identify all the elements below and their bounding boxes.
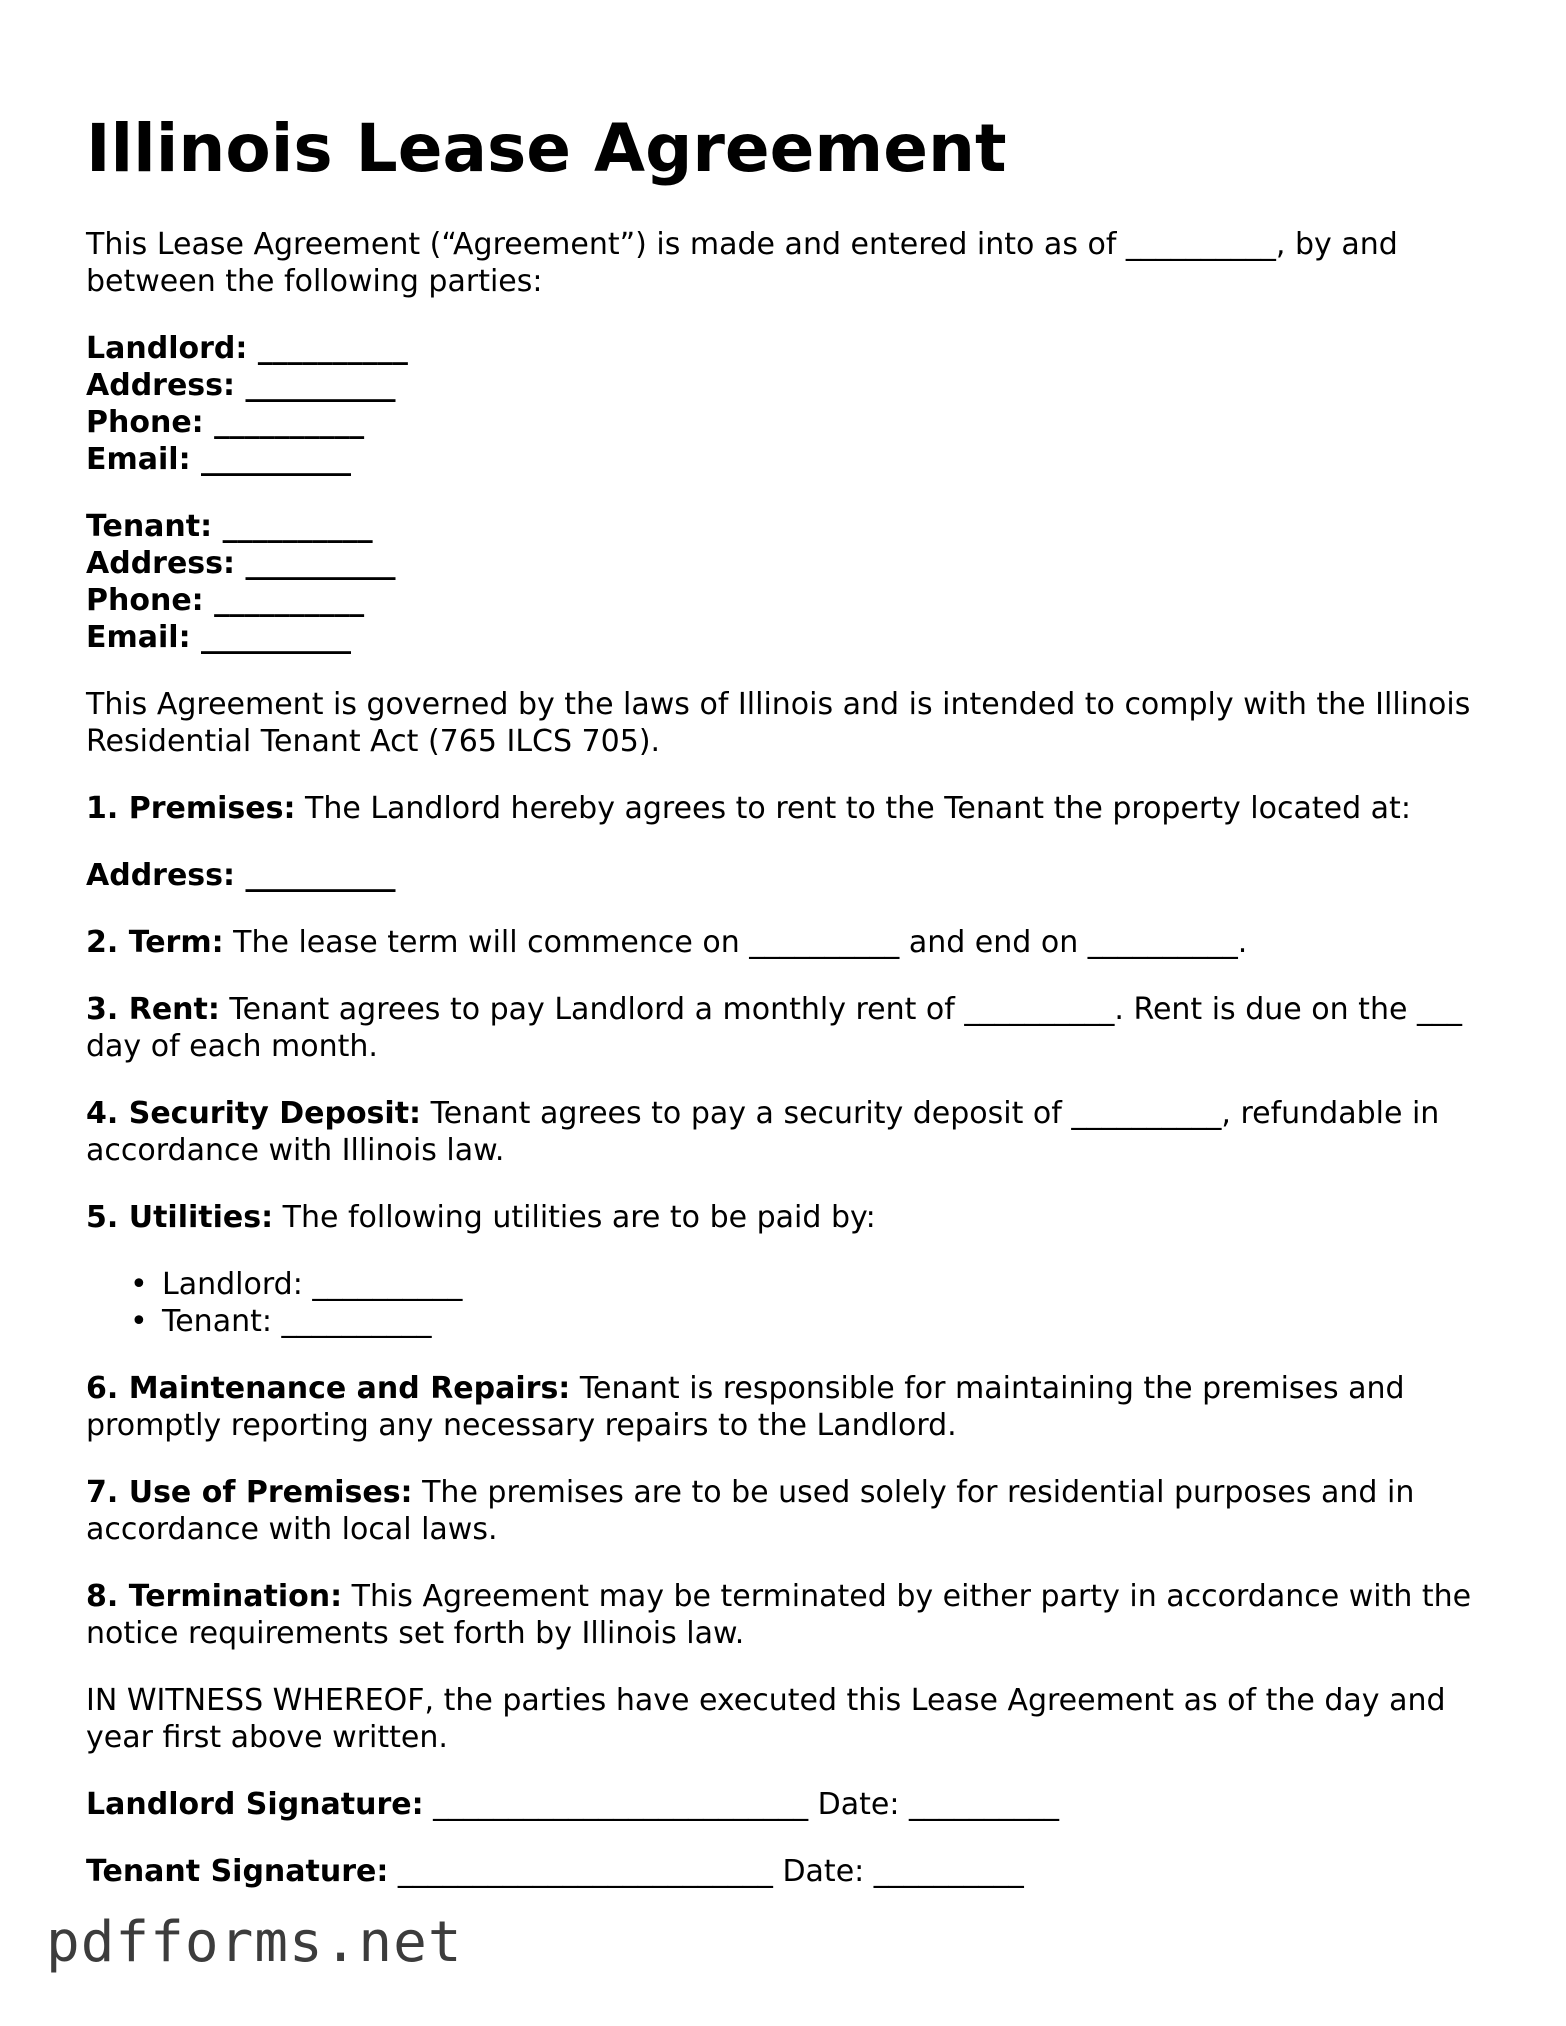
landlord-address-label: Address: xyxy=(86,368,236,403)
section-maintenance xyxy=(86,1370,1506,1444)
use-heading: 7. Use of Premises: xyxy=(86,1475,413,1510)
document-title: Illinois Lease Agreement xyxy=(86,110,1007,187)
premises-address-blank: __________ xyxy=(235,858,396,893)
landlord-name-field xyxy=(86,330,1506,367)
document-body xyxy=(86,226,1506,1920)
landlord-signature-line xyxy=(86,1786,1506,1823)
tenant-email-field xyxy=(86,619,1506,656)
premises-heading: 1. Premises: xyxy=(86,791,296,826)
tenant-email-blank: __________ xyxy=(201,620,352,655)
deposit-text: Tenant agrees to pay a security deposit of __________, refundable in accordance with Illinois law. xyxy=(86,1096,1440,1168)
tenant-signature-blanks: _________________________ Date: __________ xyxy=(388,1854,1024,1889)
section-term xyxy=(86,924,1506,961)
premises-text: The Landlord hereby agrees to rent to the Tenant the property located at: xyxy=(295,791,1411,826)
intro-paragraph: This Lease Agreement (“Agreement”) is made and entered into as of __________, by and between the following parties: xyxy=(86,227,1398,299)
witness-paragraph: IN WITNESS WHEREOF, the parties have executed this Lease Agreement as of the day and year first above written. xyxy=(86,1683,1446,1755)
landlord-name-label: Landlord: xyxy=(86,331,248,366)
bullet-icon: • xyxy=(130,1304,148,1339)
tenant-name-field xyxy=(86,508,1506,545)
tenant-signature-line xyxy=(86,1853,1506,1890)
term-text: The lease term will commence on __________ and end on __________. xyxy=(223,925,1248,960)
term-heading: 2. Term: xyxy=(86,925,224,960)
landlord-signature-blanks: _________________________ Date: __________ xyxy=(423,1787,1060,1822)
landlord-phone-blank: __________ xyxy=(214,405,365,440)
landlord-email-blank: __________ xyxy=(201,442,352,477)
section-utilities xyxy=(86,1199,1506,1236)
utilities-heading: 5. Utilities: xyxy=(86,1200,274,1235)
tenant-fields xyxy=(86,508,1506,656)
landlord-address-blank: __________ xyxy=(245,368,396,403)
rent-heading: 3. Rent: xyxy=(86,992,220,1027)
utilities-landlord: Landlord: __________ xyxy=(162,1267,463,1302)
bullet-icon: • xyxy=(130,1267,148,1302)
premises-address-label: Address: xyxy=(86,858,236,893)
tenant-name-label: Tenant: xyxy=(86,509,213,544)
deposit-heading: 4. Security Deposit: xyxy=(86,1096,422,1131)
landlord-email-label: Email: xyxy=(86,442,191,477)
tenant-address-field xyxy=(86,545,1506,582)
tenant-phone-label: Phone: xyxy=(86,583,204,618)
tenant-name-blank: __________ xyxy=(222,509,373,544)
maintenance-text: Tenant is responsible for maintaining the premises and promptly reporting any necessary repairs to the Landlord. xyxy=(86,1371,1405,1443)
termination-heading: 8. Termination: xyxy=(86,1579,343,1614)
premises-address xyxy=(86,857,1506,894)
section-use-of-premises xyxy=(86,1474,1506,1548)
section-termination xyxy=(86,1578,1506,1652)
maintenance-heading: 6. Maintenance and Repairs: xyxy=(86,1371,571,1406)
section-rent xyxy=(86,991,1506,1065)
watermark-logo: pdfforms.net xyxy=(46,1910,463,1975)
landlord-signature-label: Landlord Signature: xyxy=(86,1787,424,1822)
use-text: The premises are to be used solely for residential purposes and in accordance with local laws. xyxy=(86,1475,1415,1547)
tenant-address-blank: __________ xyxy=(245,546,396,581)
landlord-fields xyxy=(86,330,1506,478)
utilities-text: The following utilities are to be paid by: xyxy=(273,1200,876,1235)
landlord-phone-label: Phone: xyxy=(86,405,204,440)
tenant-phone-blank: __________ xyxy=(214,583,365,618)
landlord-name-blank: __________ xyxy=(257,331,408,366)
list-item xyxy=(130,1266,1506,1303)
landlord-phone-field xyxy=(86,404,1506,441)
tenant-phone-field xyxy=(86,582,1506,619)
landlord-address-field xyxy=(86,367,1506,404)
section-security-deposit xyxy=(86,1095,1506,1169)
governing-law-paragraph: This Agreement is governed by the laws of Illinois and is intended to comply with the Illinois Residential Tenant Act (765 ILCS 705). xyxy=(86,687,1471,759)
list-item xyxy=(130,1303,1506,1340)
tenant-email-label: Email: xyxy=(86,620,191,655)
utilities-list xyxy=(86,1266,1506,1340)
utilities-tenant: Tenant: __________ xyxy=(162,1304,432,1339)
section-premises xyxy=(86,790,1506,827)
termination-text: This Agreement may be terminated by either party in accordance with the notice requirements set forth by Illinois law. xyxy=(86,1579,1472,1651)
rent-text: Tenant agrees to pay Landlord a monthly rent of __________. Rent is due on the ___ day of each month. xyxy=(86,992,1462,1064)
landlord-email-field xyxy=(86,441,1506,478)
tenant-address-label: Address: xyxy=(86,546,236,581)
tenant-signature-label: Tenant Signature: xyxy=(86,1854,389,1889)
